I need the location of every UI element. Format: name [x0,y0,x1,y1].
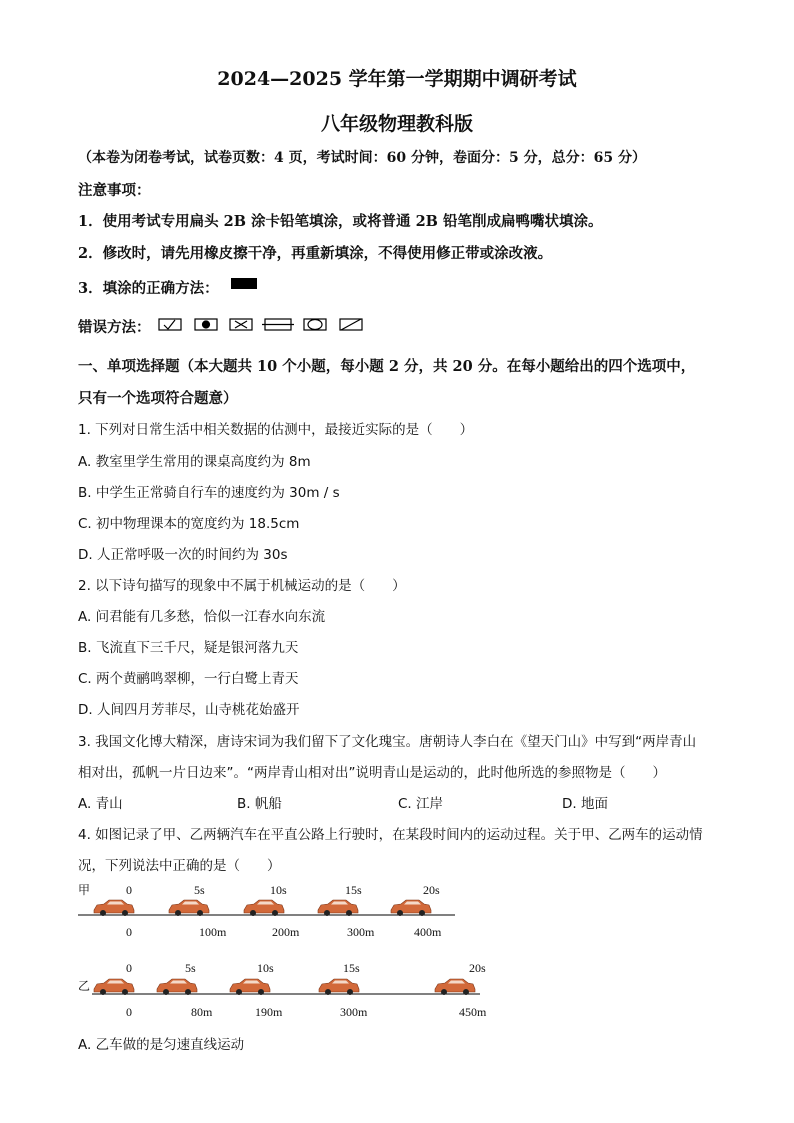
jia-car-10s [244,900,284,916]
jia-car-5s [169,900,209,916]
yi-car-10s [230,979,270,995]
q3-option-a: A. 青山 [78,796,123,812]
car-motion-figure [70,880,510,1025]
q4-stem-line-1: 4. 如图记录了甲、乙两辆汽车在平直公路上行驶时，在某段时间内的运动过程。关于甲、乙两车的运动情 [78,827,703,843]
q1-option-d: D. 人正常呼吸一次的时间约为 30s [78,547,288,563]
circle-mark-icon [304,319,326,330]
jia-dist-2: 200m [272,925,300,939]
exam-title: 2024—2025 学年第一学期期中调研考试 [217,68,577,90]
q2-stem: 2. 以下诗句描写的现象中不属于机械运动的是（ ） [78,578,406,594]
notes-item-1: 1．使用考试专用扁头 2B 涂卡铅笔填涂，或将普通 2B 铅笔削成扁鸭嘴状填涂。 [78,213,603,230]
section-heading-line-2: 只有一个选项符合题意） [78,390,238,407]
line-mark-icon [262,319,294,330]
q2-option-a: A. 问君能有几多愁，恰似一江春水向东流 [78,609,326,625]
yi-label: 乙 [78,979,91,993]
yi-car-0 [94,979,134,995]
jia-dist-4: 400m [414,925,442,939]
jia-time-1: 5s [194,883,205,897]
jia-label: 甲 [78,883,91,897]
yi-car-15s [319,979,359,995]
exam-info: （本卷为闭卷考试，试卷页数：4 页，考试时间：60 分钟，卷面分：5 分，总分：65 分） [78,150,646,166]
q3-option-b: B. 帆船 [237,796,282,812]
q3-option-c: C. 江岸 [398,796,444,812]
check-mark-icon [159,319,181,330]
jia-time-3: 15s [345,883,362,897]
q4-stem-line-2: 况，下列说法中正确的是（ ） [78,858,281,874]
dot-mark-icon [195,319,217,330]
notes-item-3: 3．填涂的正确方法： [78,280,219,297]
jia-time-0: 0 [126,883,132,897]
q1-option-a: A. 教室里学生常用的课桌高度约为 8m [78,454,311,470]
yi-dist-2: 190m [255,1005,283,1019]
yi-time-3: 15s [343,961,360,975]
wrong-fill-icons [158,317,368,333]
yi-dist-1: 80m [191,1005,213,1019]
notes-wrong-label: 错误方法： [78,319,151,336]
q2-option-b: B. 飞流直下三千尺，疑是银河落九天 [78,640,299,656]
yi-dist-4: 450m [459,1005,487,1019]
yi-dist-3: 300m [340,1005,368,1019]
q1-stem: 1. 下列对日常生活中相关数据的估测中，最接近实际的是（ ） [78,422,474,438]
jia-car-0 [94,900,134,916]
yi-car-5s [157,979,197,995]
cross-mark-icon [230,319,252,330]
q3-stem-line-2: 相对出，孤帆一片日边来”。“两岸青山相对出”说明青山是运动的，此时他所选的参照物是（ ） [78,765,666,781]
jia-car-15s [318,900,358,916]
yi-dist-0: 0 [126,1005,132,1019]
q1-option-c: C. 初中物理课本的宽度约为 18.5cm [78,516,300,532]
jia-dist-1: 100m [199,925,227,939]
section-heading-line-1: 一、单项选择题（本大题共 10 个小题，每小题 2 分，共 20 分。在每小题给出的四个选项中， [78,358,696,375]
notes-item-2: 2．修改时，请先用橡皮擦干净，再重新填涂，不得使用修正带或涂改液。 [78,245,553,262]
jia-dist-0: 0 [126,925,132,939]
q1-option-b: B. 中学生正常骑自行车的速度约为 30m / s [78,485,340,501]
q4-option-a: A. 乙车做的是匀速直线运动 [78,1037,245,1053]
jia-dist-3: 300m [347,925,375,939]
yi-time-1: 5s [185,961,196,975]
yi-car-20s [435,979,475,995]
q3-stem-line-1: 3. 我国文化博大精深，唐诗宋词为我们留下了文化瑰宝。唐朝诗人李白在《望天门山》中写到“两岸青山 [78,734,697,750]
q3-option-d: D. 地面 [562,796,608,812]
q2-option-d: D. 人间四月芳菲尽，山寺桃花始盛开 [78,702,300,718]
jia-car-20s [391,900,431,916]
correct-fill-mark [231,278,257,289]
yi-time-2: 10s [257,961,274,975]
notes-heading: 注意事项： [78,182,151,199]
exam-subtitle: 八年级物理教科版 [320,113,473,135]
slash-mark-icon [340,319,362,330]
yi-time-4: 20s [469,961,486,975]
yi-time-0: 0 [126,961,132,975]
jia-time-4: 20s [423,883,440,897]
jia-time-2: 10s [270,883,287,897]
q2-option-c: C. 两个黄鹂鸣翠柳，一行白鹭上青天 [78,671,299,687]
